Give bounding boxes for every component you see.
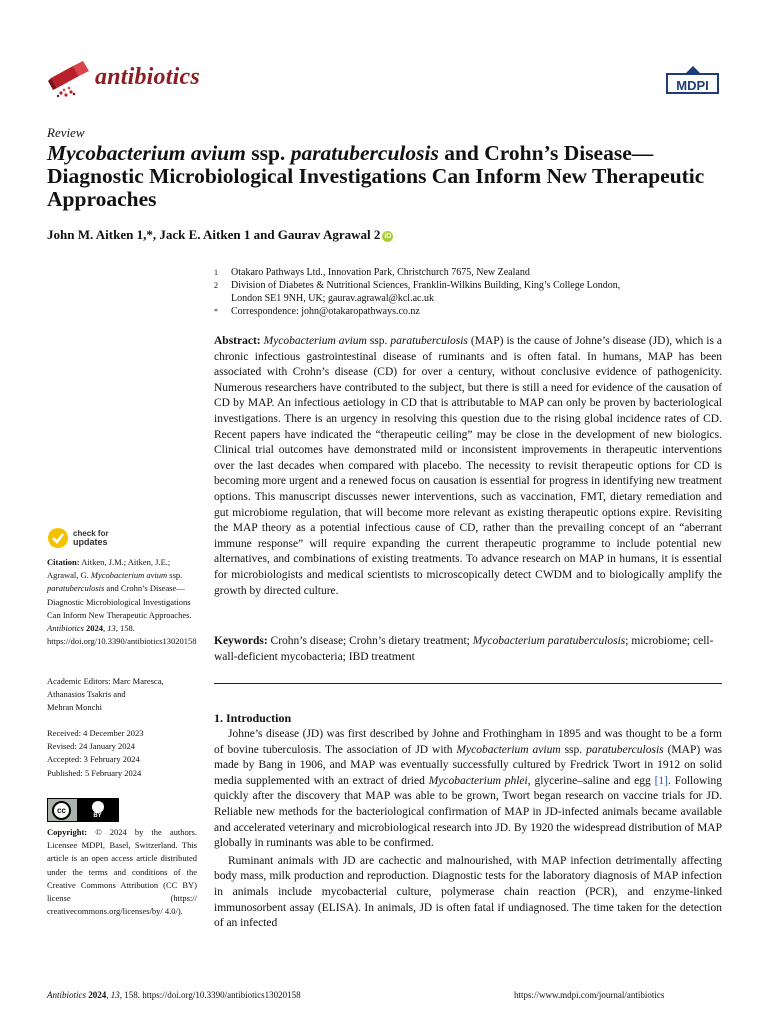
orcid-icon[interactable]: iD [384, 233, 392, 240]
paragraph: Ruminant animals with JD are cachectic and malnourished, with MAP infection detrimentally affecting body mass, milk production and reproduction. Diagnostic tests for the laboratory diagnosis of MAP infection in animals include mycobacterial culture, polymerase chain reaction (PCR), and enzyme-linked immunosorbent assay (ELISA). In animals, JD is often fatal if undiagnosed. The time taken for the detection of an infected [214, 854, 722, 930]
author-list: John M. Aitken 1,*, Jack E. Aitken 1 and Gaurav Agrawal 2 iD [47, 227, 392, 242]
citation-link[interactable]: [1] [654, 774, 668, 787]
article-type: Review [47, 125, 85, 140]
accepted-date: Accepted: 3 February 2024 [47, 754, 140, 765]
footer-journal-url[interactable]: https://www.mdpi.com/journal/antibiotics [514, 990, 665, 1000]
section-heading: 1. Introduction [214, 711, 292, 725]
attribution-icon [92, 801, 104, 813]
publisher-logo-mark [686, 66, 700, 73]
academic-editors: Academic Editors: Marc Maresca, Athanasios Tsakris and Mehran Monchi [47, 676, 164, 713]
updates-label: updates [73, 537, 108, 547]
copyright-notice: Copyright: © 2024 by the authors. Licensee MDPI, Basel, Switzerland. This article is an open access article distributed under the terms and conditions of the Creative Commons Attribution (CC BY) license (https:// creativecommons.org/licenses/by/ 4.0/). [47, 827, 197, 917]
check-for-updates-badge[interactable] [47, 527, 109, 549]
journal-name: antibiotics [95, 64, 200, 90]
keywords: Keywords: Crohn’s disease; Crohn’s dietary treatment; Mycobacterium paratuberculosis; microbiome; cell-wall-deficient mycobacteria; IBD treatment [214, 635, 714, 663]
cc-by-license-badge[interactable] [47, 798, 119, 822]
correspondence: * Correspondence: john@otakaropathways.co.nz [214, 306, 420, 317]
affiliation: London SE1 9NH, UK; gaurav.agrawal@kcl.ac.uk [231, 293, 434, 304]
cc-icon: cc [52, 801, 71, 820]
affiliation: 1 Otakaro Pathways Ltd., Innovation Park, Christchurch 7675, New Zealand [214, 267, 530, 278]
paragraph: Johne’s disease (JD) was first described by Johne and Frothingham in 1895 and was thought to be a form of bovine tuberculosis. The association of JD with Mycobacterium avium ssp. paratuberculosis (MAP) was made by Bang in 1906, and MAP was eventually successfully cultured by Fredrick Twort in 1912 on solid media supplemented with an extract of dried Mycobacterium phlei, glycerine–saline and egg [1]. Following quickly after the discovery that MAP was able to be grown, Twort began research on vaccine trials for JD. Reliable new methods for the bacteriological confirmation of MAP in JD-infected animals became available and accelerated veterinary and microbiological research into JD. By 1920 the widespread distribution of MAP globally in ruminants was able to be confirmed. [214, 728, 722, 850]
footer-citation: Antibiotics 2024, 13, 158. https://doi.org/10.3390/antibiotics13020158 [47, 990, 301, 1000]
abstract: Abstract: Mycobacterium avium ssp. paratuberculosis (MAP) is the cause of Johne’s disease (JD), which is a chronic infectious gastrointestinal disease of ruminants and is often fatal. In humans, MAP has been associated with Crohn’s disease (CD) for over a century, without conclusive evidence of pathogenicity. Numerous researchers have contributed to the subject, but there is still a need for evidence of the causation of CD by MAP. An infectious aetiology in CD that is attributable to MAP can only be proven by bacteriological investigations. There is an urgency in resolving this question due to the rising global incidence rates of CD. Recent papers have indicated the “therapeutic ceiling” may be close in the development of new biologics. Clinical trial outcomes have demonstrated mild or inconsistent improvements in therapeutic interventions over the last decades when compared with placebo. The necessity to revisit therapeutic options for CD is becoming more urgent and a renewed focus on causation is essential for progress in identifying new treatment options. This manuscript discusses newer interventions, such as vaccination, FMT, dietary remediation and gut microbiome regulation, that will become more relevant as existing therapeutic options expire. Revisiting the MAP theory as a potential infectious cause of CD, rather than the prevailing concept of an “aberrant immune response” will require expanding the current therapeutic programme to include potential new alternatives, and combinations of existing treatments. To advance research on MAP in humans, it is essential for microbiologists and medical scientists to microscopically detect CWDM and to biologically amplify the growth by directed culture. [214, 335, 722, 597]
article-title: Mycobacterium avium ssp. paratuberculosis and Crohn’s Disease—Diagnostic Microbiological Investigations Can Inform New Therapeutic Approaches [47, 141, 705, 211]
publication-dates [47, 727, 197, 780]
section-divider [214, 683, 722, 684]
publisher-logo: MDPI [666, 73, 719, 94]
journal-logo-icon [47, 60, 92, 100]
received-date: Received: 4 December 2023 [47, 728, 144, 738]
check-updates-icon [47, 527, 69, 549]
introduction-body [214, 727, 722, 932]
published-date: Published: 5 February 2024 [47, 767, 142, 778]
citation-block: Citation: Aitken, J.M.; Aitken, J.E.; Agrawal, G. Mycobacterium avium ssp. paratuberculosis and Crohn’s Disease—Diagnostic Microbiological Investigations Can Inform New Therapeutic Approaches. Antibiotics 2024, 13, 158. https://doi.org/10.3390/antibiotics13020158 [47, 557, 197, 647]
revised-date: Revised: 24 January 2024 [47, 741, 136, 752]
affiliation: 2 Division of Diabetes & Nutritional Sciences, Franklin-Wilkins Building, King’s College London, [214, 280, 621, 291]
by-label: BY [93, 812, 102, 819]
check-label: check for [73, 529, 109, 538]
